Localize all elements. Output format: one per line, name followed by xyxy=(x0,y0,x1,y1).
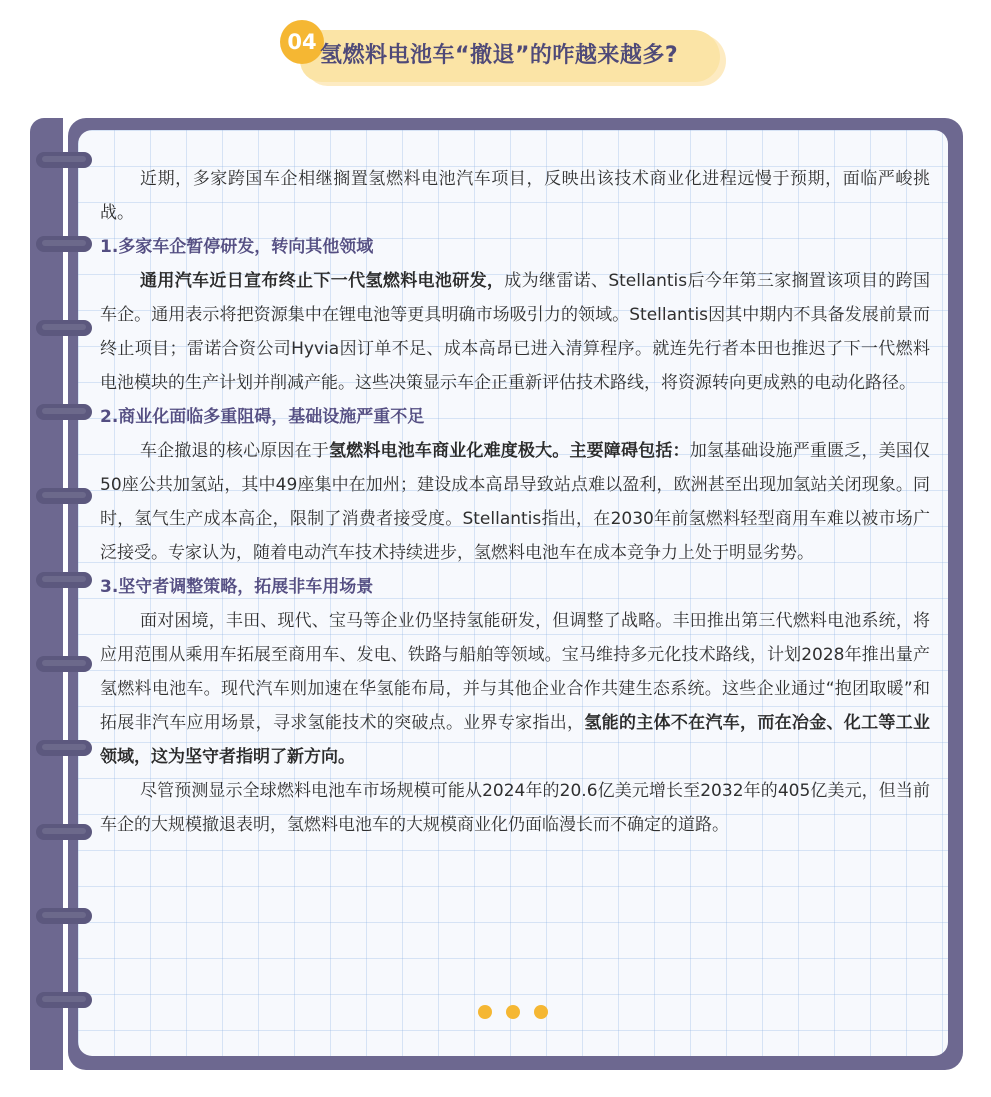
binder-ring xyxy=(36,908,92,924)
section-header xyxy=(0,0,991,110)
section-title: 氢燃料电池车“撤退”的咋越来越多? xyxy=(320,43,679,68)
section3-paragraph xyxy=(100,604,930,774)
dot-icon xyxy=(478,1005,492,1019)
conclusion-paragraph: 尽管预测显示全球燃料电池车市场规模可能从2024年的20.6亿美元增长至2032年的405亿美元，但当前车企的大规模撤退表明，氢燃料电池车的大规模商业化仍面临漫长而不确定的道路。 xyxy=(100,781,930,835)
section3-text: 面对困境，丰田、现代、宝马等企业仍坚持氢能研发，但调整了战略。丰田推出第三代燃料电池系统，将应用范围从乘用车拓展至商用车、发电、铁路与船舶等领域。宝马维持多元化技术路线，计划2028年推出量产氢燃料电池车。现代汽车则加速在华氢能布局，并与其他企业合作共建生态系统。这些企业通过“抱团取暖”和拓展非汽车应用场景，寻求氢能技术的突破点。业界专家指出， xyxy=(100,611,930,733)
section1-bold-lead: 通用汽车近日宣布终止下一代氢燃料电池研发， xyxy=(140,271,505,291)
section3-heading: 3.坚守者调整策略，拓展非车用场景 xyxy=(100,577,374,597)
section2-heading: 2.商业化面临多重阻碍，基础设施严重不足 xyxy=(100,407,425,427)
section2-text-start: 车企撤退的核心原因在于 xyxy=(140,441,329,461)
binder-ring xyxy=(36,236,92,252)
intro-paragraph: 近期，多家跨国车企相继搁置氢燃料电池汽车项目，反映出该技术商业化进程远慢于预期，面临严峻挑战。 xyxy=(100,169,930,223)
section2-paragraph xyxy=(100,434,930,570)
binder-ring xyxy=(36,992,92,1008)
binder-ring xyxy=(36,152,92,168)
section1-paragraph xyxy=(100,264,930,400)
binder-ring xyxy=(36,572,92,588)
section-number-badge: 04 xyxy=(280,20,324,64)
section1-text: 成为继雷诺、Stellantis后今年第三家搁置该项目的跨国车企。通用表示将把资源集中在锂电池等更具明确市场吸引力的领域。Stellantis因其中期内不具备发展前景而终止项目；雷诺合资公司Hyvia因订单不足、成本高昂已进入清算程序。就连先行者本田也推迟了下一代燃料电池模块的生产计划并削减产能。这些决策显示车企正重新评估技术路线，将资源转向更成熟的电动化路径。 xyxy=(100,271,930,393)
section3-bold-end: 氢能的主体不在汽车，而在冶金、化工等工业领域，这为坚守者指明了新方向。 xyxy=(100,713,931,767)
article-body xyxy=(100,162,930,842)
binder-ring xyxy=(36,488,92,504)
binder-ring xyxy=(36,404,92,420)
binder-ring xyxy=(36,740,92,756)
binder-spine xyxy=(30,118,63,1070)
dot-icon xyxy=(534,1005,548,1019)
decorative-dots xyxy=(478,1005,558,1021)
section2-bold: 氢燃料电池车商业化难度极大。主要障碍包括： xyxy=(328,441,690,461)
binder-ring xyxy=(36,656,92,672)
binder-ring xyxy=(36,824,92,840)
binder-ring xyxy=(36,320,92,336)
dot-icon xyxy=(506,1005,520,1019)
section1-heading: 1.多家车企暂停研发，转向其他领域 xyxy=(100,237,374,257)
section2-text-end: 加氢基础设施严重匮乏，美国仅50座公共加氢站，其中49座集中在加州；建设成本高昂导致站点难以盈利，欧洲甚至出现加氢站关闭现象。同时，氢气生产成本高企，限制了消费者接受度。Stellantis指出，在2030年前氢燃料轻型商用车难以被市场广泛接受。专家认为，随着电动汽车技术持续进步，氢燃料电池车在成本竞争力上处于明显劣势。 xyxy=(100,441,931,563)
